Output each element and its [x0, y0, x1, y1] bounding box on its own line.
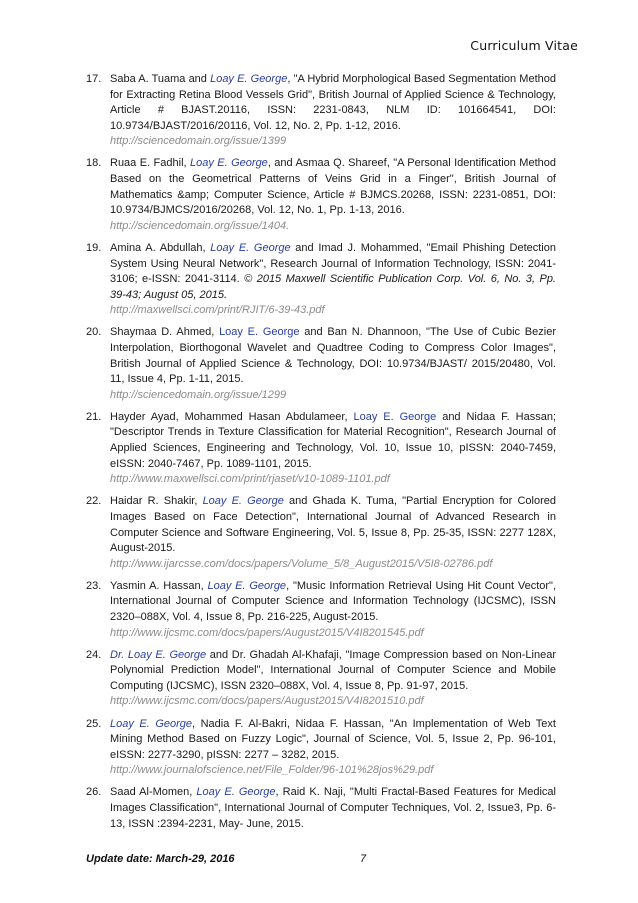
reference-link[interactable]: http://www.ijarcsse.com/docs/papers/Volume_5/8_August2015/V5I8-02786.pdf [110, 557, 493, 570]
reference-link[interactable]: http://maxwellsci.com/print/RJIT/6-39-43.pdf [110, 304, 325, 317]
highlighted-author: Loay E. George [196, 786, 276, 799]
reference-link[interactable]: http://www.ijcsmc.com/docs/papers/August2015/V4I8201545.pdf [110, 626, 424, 639]
reference-item [86, 325, 556, 403]
reference-authors: Amina A. Abdullah, [110, 241, 211, 254]
reference-citation: and Ban N. Dhannoon, "The Use of Cubic Bezier Interpolation, Biorthogonal Wavelet and Quadtree Coding to Compress Color Images", British Journal of Applied Science & Technology, DOI: 10.9734/BJAST/ 2015/20480, Vol. 11, Issue 4, Pp. 1-11, 2015. [110, 326, 556, 386]
reference-authors: Shaymaa D. Ahmed, [110, 326, 220, 339]
update-date: Update date: March-29, 2016 [86, 853, 235, 865]
reference-item [86, 579, 556, 641]
reference-authors: Hayder Ayad, Mohammed Hasan Abdulameer, [110, 410, 354, 423]
reference-text [110, 72, 556, 150]
reference-number: 23. [86, 579, 102, 592]
reference-text [110, 648, 556, 710]
reference-citation: and Imad J. Mohammed, "Email Phishing Detection System Using Neural Network", Research Journal of Information Technology, ISSN: 2041-3106; e-ISSN: 2041-3114. [110, 241, 556, 286]
reference-number: 22. [86, 495, 102, 508]
reference-number: 24. [86, 648, 102, 661]
reference-citation: and Dr. Ghadah Al-Khafaji, "Image Compression based on Non-Linear Polynomial Prediction Model", International Journal of Computer Science and Mobile Computing (IJCSMC), ISSN 2320–088X, Vol. 4, Issue 8, Pp. 91-97, 2015. [110, 648, 557, 692]
reference-text [110, 785, 556, 832]
reference-item [86, 410, 556, 488]
reference-link[interactable]: http://sciencedomain.org/issue/1299 [110, 388, 287, 401]
reference-citation: and Ghada K. Tuma, "Partial Encryption for Colored Images Based on Face Detection", International Journal of Advanced Research in Computer Science and Software Engineering, Vol. 5, Issue 8, Pp. 25-35, ISSN: 2277 128X, August-2015. [110, 495, 557, 555]
reference-item [86, 785, 556, 832]
highlighted-author: Loay E. George [219, 326, 300, 339]
reference-text [110, 325, 556, 403]
reference-number: 25. [86, 717, 102, 730]
reference-authors: Haidar R. Shakir, [110, 495, 203, 508]
reference-citation: and Nidaa F. Hassan; "Descriptor Trends in Texture Classification for Material Recognition", Research Journal of Applied Sciences, Engineering and Technology, Vol. 10, Issue 10, pISSN: 2040-7459, eISSN: 2040-7467, Pp. 1089-1101, 2015. [110, 410, 556, 470]
reference-text [110, 579, 556, 641]
page-header-title: Curriculum Vitae [470, 38, 578, 53]
reference-text [110, 156, 556, 234]
reference-citation: , "A Hybrid Morphological Based Segmentation Method for Extracting Retina Blood Vessels Grid", British Journal of Applied Science & Technology, Article # BJAST.20116, ISSN: 2231-0843, NLM ID: 101664541, DOI: 10.9734/BJAST/2016/20116, Vol. 12, No. 2, Pp. 1-12, 2016. [110, 73, 556, 132]
reference-citation: , and Asmaa Q. Shareef, "A Personal Identification Method Based on the Geometrical Patterns of Veins Grid in a Finger", British Journal of Mathematics &amp; Computer Science, Article # BJMCS.20268, ISSN: 2231-0851, DOI: 10.9734/BJMCS/2016/20268, Vol. 12, No. 1, Pp. 1-13, 2016. [110, 157, 556, 217]
reference-item [86, 72, 556, 150]
reference-list [86, 72, 556, 839]
reference-number: 20. [86, 326, 102, 339]
reference-text [110, 241, 556, 319]
reference-item [86, 241, 556, 319]
highlighted-author: Loay E. George [353, 410, 437, 423]
reference-number: 19. [86, 241, 102, 254]
reference-number: 21. [86, 410, 102, 423]
highlighted-author: Loay E. George [110, 717, 193, 730]
reference-text [110, 717, 556, 779]
reference-publisher: © 2015 Maxwell Scientific Publication Corp. Vol. 6, No. 3, Pp. 39-43; August 05, 2015. [110, 273, 556, 301]
highlighted-author: Loay E. George [210, 73, 288, 85]
highlighted-author: Loay E. George [190, 157, 268, 170]
highlighted-author: Loay E. George [202, 495, 284, 508]
reference-number: 18. [86, 157, 102, 170]
reference-link[interactable]: http://sciencedomain.org/issue/1404. [110, 219, 290, 232]
reference-link[interactable]: http://sciencedomain.org/issue/1399 [110, 135, 287, 148]
highlighted-author: Dr. Loay E. George [110, 648, 207, 661]
reference-item [86, 156, 556, 234]
page-number: 7 [360, 853, 367, 865]
reference-link[interactable]: http://www.maxwellsci.com/print/rjaset/v10-1089-1101.pdf [110, 473, 390, 486]
reference-authors: Saba A. Tuama and [110, 73, 211, 85]
highlighted-author: Loay E. George [210, 241, 291, 254]
reference-citation: , "Music Information Retrieval Using Hit Count Vector", International Journal of Computer Science and Information Technology (IJCSMC), ISSN 2320–088X, Vol. 4, Issue 8, Pp. 216-225, August-2015. [110, 579, 556, 623]
reference-item [86, 717, 556, 779]
reference-citation: , Nadia F. Al-Bakri, Nidaa F. Hassan, "An Implementation of Web Text Mining Method Based on Fuzzy Logic", Journal of Science, Vol. 5, Issue 2, Pp. 96-101, eISSN: 2277-3290, pISSN: 2277 – 3282, 2015. [110, 717, 556, 761]
highlighted-author: Loay E. George [207, 579, 287, 592]
reference-link[interactable]: http://www.ijcsmc.com/docs/papers/August2015/V4I8201510.pdf [110, 695, 424, 708]
reference-item [86, 494, 556, 572]
reference-item [86, 648, 556, 710]
reference-number: 17. [86, 73, 102, 85]
reference-authors: Saad Al-Momen, [110, 786, 197, 799]
reference-text [110, 494, 556, 572]
reference-citation: , Raid K. Naji, "Multi Fractal-Based Features for Medical Images Classification", International Journal of Computer Techniques, Vol. 2, Issue3, Pp. 6-13, ISSN :2394-2231, May- June, 2015. [110, 786, 556, 830]
reference-link[interactable]: http://www.journalofscience.net/File_Folder/96-101%28jos%29.pdf [110, 764, 434, 777]
reference-authors: Ruaa E. Fadhil, [110, 157, 190, 170]
reference-authors: Yasmin A. Hassan, [110, 579, 208, 592]
reference-number: 26. [86, 786, 102, 799]
reference-text [110, 410, 556, 488]
